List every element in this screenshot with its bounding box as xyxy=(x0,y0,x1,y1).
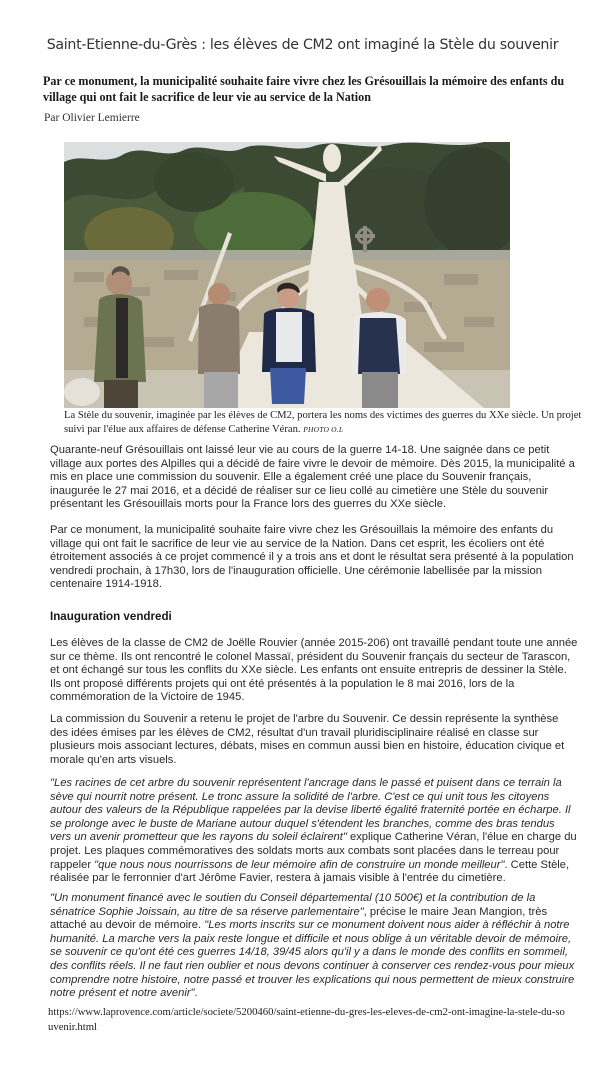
quote-veran: "Les racines de cet arbre du souvenir représentent l'ancrage dans le passé et puisent dans ce terrain la sève qui nourrit notre présent. Le tronc assure la solidité de l'arbre. C'est ce qui unit tous les citoyens autour des valeurs de la République rappelées par la devise liberté égalité fraternité portée en écharpe. Il se prolonge avec le buste de Mariane autour duquel s'étendent les branches, comme des bras tendus vers un avenir prometteur que les rayons du soleil éclairent" xyxy=(50,777,571,844)
paragraph-6-text: , précise le maire Jean Mangion, très attaché au devoir de mémoire. xyxy=(50,905,548,932)
quote-funding: "Un monument financé avec le soutien du Conseil départemental (10 500€) et la contribution de la sénatrice Sophie Joissain, au titre de sa réserve parlementaire" xyxy=(50,892,536,918)
paragraph-3: Les élèves de la classe de CM2 de Joëlle Rouvier (année 2015-206) ont travaillé pendant toute une année sur ce thème. Ils ont rencontré le colonel Massaï, président du Souvenir français du secteur de Tarascon, et ont échangé sur tous les conflits du XXe siècle. Les enfants ont ensuite entrepris de dessiner la Stèle. Ils ont proposé différents projets qui ont été présentés à la population le 8 mai 2016, lors de la commémoration de la Victoire de 1945. xyxy=(50,637,578,704)
article-title: Saint-Etienne-du-Grès : les élèves de CM2 ont imaginé la Stèle du souvenir xyxy=(46,37,559,53)
paragraph-4: La commission du Souvenir a retenu le projet de l'arbre du Souvenir. Ce dessin représente la synthèse des idées émises par les élèves de CM2, résultat d'un travail pluridisciplinaire réalisé en classe sur plusieurs mois associant lectures, débats, mises en commun aussi bien en histoire, éducation civique et morale qu'en arts visuels. xyxy=(50,713,565,766)
photo-credit: PHOTO O.L xyxy=(303,425,344,435)
source-url[interactable]: https://www.laprovence.com/article/societe/5200460/saint-etienne-du-gres-les-eleves-de-cm2-ont-imagine-la-stele-du-souvenir.html xyxy=(48,1006,565,1033)
photo-caption-text: La Stèle du souvenir, imaginée par les élèves de CM2, portera les noms des victimes des guerres du XXe siècle. Un projet suivi par l'élue aux affaires de défense Catherine Véran. xyxy=(64,410,582,436)
paragraph-2: Par ce monument, la municipalité souhaite faire vivre chez les Grésouillais la mémoire des enfants du village qui ont fait le sacrifice de leur vie au service de la Nation. Dans cet esprit, les écoliers ont été étroitement associés à ce projet commencé il y a trois ans et dont le résultat sera présenté à la population vendredi prochain, à 17h30, lors de l'inauguration officielle. Une cérémonie labellisée par la mission centenaire 1914-1918. xyxy=(50,524,574,591)
quote-mayor: "Les morts inscrits sur ce monument doivent nous aider à réfléchir à notre humanité. La marche vers la paix reste longue et difficile et nous oblige à un véritable devoir de mémoire, se souvenir ce qu'ont été ces guerres 14/18, 39/45 alors qu'il y a dans le monde des conflits en sommeil, des conflits réels. Il ne faut rien oublier et nous devons continuer à conserver ces rendez-vous pour mieux comprendre notre histoire, notre passé et trouver les explications qui nous permettent de mieux construire notre présent et notre avenir" xyxy=(50,919,575,1000)
paragraph-5 xyxy=(50,777,578,886)
photo-caption xyxy=(64,409,584,437)
article-photo xyxy=(64,142,510,408)
paragraph-5-text-end: . Cette Stèle, réalisée par le ferronnier d'art Jérôme Favier, restera à jamais visible à l'entrée du cimetière. xyxy=(50,858,570,885)
paragraph-6-text-end: . xyxy=(194,987,198,1000)
quote-plaques: "que nous nous nourrissons de leur mémoire afin de construire un monde meilleur" xyxy=(94,858,505,871)
article-byline: Par Olivier Lemierre xyxy=(44,112,140,124)
article-lead: Par ce monument, la municipalité souhaite faire vivre chez les Grésouillais la mémoire des enfants du village qui ont fait le sacrifice de leur vie au service de la Nation xyxy=(43,74,565,104)
paragraph-5-text: explique Catherine Véran, l'élue en charge du projet. Les plaques commémoratives des soldats morts aux combats sont placées dans le terreau pour rappeler xyxy=(50,831,577,871)
paragraph-6 xyxy=(50,892,578,1001)
paragraph-1: Quarante-neuf Grésouillais ont laissé leur vie au cours de la guerre 14-18. Une saignée dans ce petit village aux portes des Alpilles qui a décidé de faire vivre le devoir de mémoire. Dès 2015, la municipalité a mis en place une commission du souvenir. Elle a également créé une place du Souvenir français, inaugurée le 27 mai 2016, et a décidé de réaliser sur ce lieu collé au cimetière une Stèle du souvenir présentant les Grésouillais morts pour la France lors des guerres du XXe siècle. xyxy=(50,444,575,511)
section-heading: Inauguration vendredi xyxy=(50,610,172,623)
